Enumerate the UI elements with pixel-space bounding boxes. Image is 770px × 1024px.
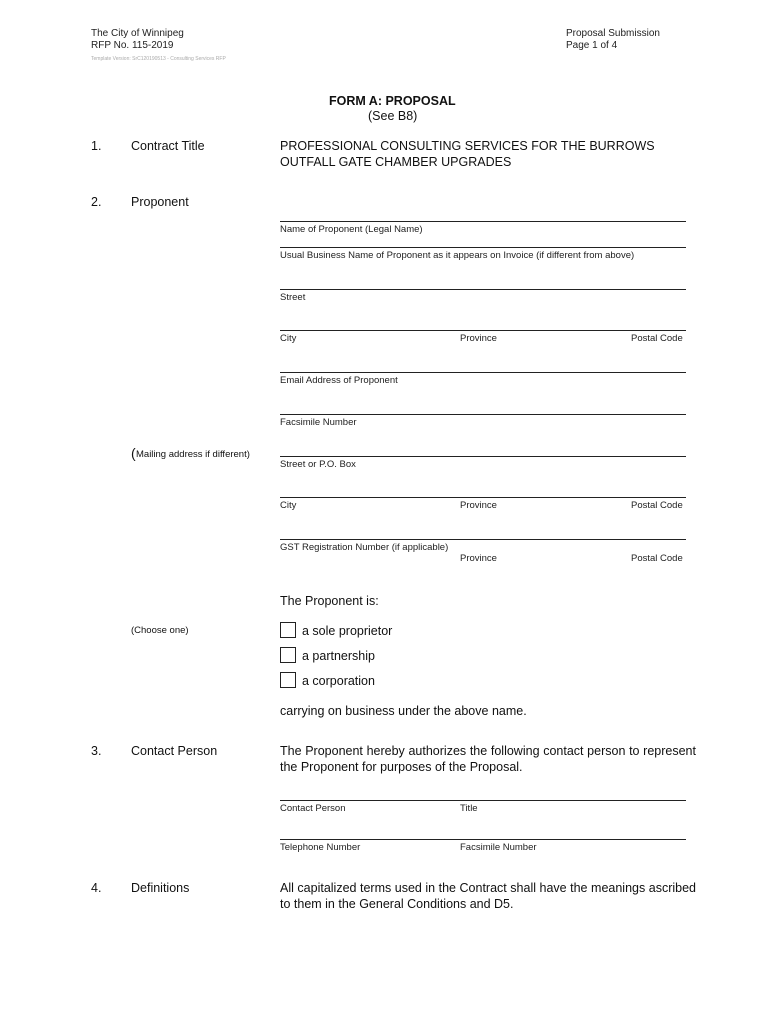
carrying-on-business-text: carrying on business under the above name. xyxy=(280,704,527,718)
business-name-line[interactable] xyxy=(280,247,686,248)
partnership-label: a partnership xyxy=(302,649,375,663)
sole-proprietor-label: a sole proprietor xyxy=(302,624,393,638)
contact-person-caption: Contact Person xyxy=(280,803,346,814)
street-caption: Street xyxy=(280,292,306,303)
postal-code-caption: Postal Code xyxy=(631,333,683,344)
sole-proprietor-checkbox[interactable] xyxy=(280,622,296,638)
section-4-label: Definitions xyxy=(131,881,190,895)
corporation-label: a corporation xyxy=(302,674,375,688)
section-1-number: 1. xyxy=(91,139,102,153)
business-name-caption: Usual Business Name of Proponent as it appears on Invoice (if different from above) xyxy=(280,250,635,261)
section-4-number: 4. xyxy=(91,881,102,895)
mailing-street-caption: Street or P.O. Box xyxy=(280,459,356,470)
mailing-province-caption: Province xyxy=(460,500,497,511)
definitions-text: All capitalized terms used in the Contract shall have the meanings ascribed to them in the General Conditions and D5. xyxy=(280,881,696,911)
contact-title-caption: Title xyxy=(460,803,478,814)
section-2-label: Proponent xyxy=(131,195,189,209)
mailing-address-label: Mailing address if different) xyxy=(136,449,250,460)
mailing-city-caption: City xyxy=(280,500,297,511)
header-submission: Proposal Submission xyxy=(566,28,660,39)
gst-line[interactable] xyxy=(280,539,686,540)
form-subtitle: (See B8) xyxy=(368,109,418,123)
telephone-caption: Telephone Number xyxy=(280,842,361,853)
telephone-line[interactable] xyxy=(280,839,686,840)
section-1-label: Contract Title xyxy=(131,139,205,153)
corporation-checkbox[interactable] xyxy=(280,672,296,688)
street-line[interactable] xyxy=(280,289,686,290)
mailing-paren: ( xyxy=(131,445,136,461)
header-rfp-number: RFP No. 115-2019 xyxy=(91,40,174,51)
proponent-is-label: The Proponent is: xyxy=(280,594,379,608)
city-line[interactable] xyxy=(280,330,686,331)
header-page-number: Page 1 of 4 xyxy=(566,40,618,51)
proponent-name-line[interactable] xyxy=(280,221,686,222)
city-caption: City xyxy=(280,333,297,344)
gst-caption: GST Registration Number (if applicable) xyxy=(280,542,449,553)
section-2-number: 2. xyxy=(91,195,102,209)
facsimile-line[interactable] xyxy=(280,414,686,415)
email-line[interactable] xyxy=(280,372,686,373)
partnership-checkbox[interactable] xyxy=(280,647,296,663)
email-caption: Email Address of Proponent xyxy=(280,375,398,386)
contract-title-line-2: OUTFALL GATE CHAMBER UPGRADES xyxy=(280,155,512,169)
contact-person-line[interactable] xyxy=(280,800,686,801)
gst-postal-code-caption: Postal Code xyxy=(631,553,683,564)
mailing-postal-code-caption: Postal Code xyxy=(631,500,683,511)
contact-authorization-text: The Proponent hereby authorizes the following contact person to represent the Proponent for purposes of the Proposal. xyxy=(280,744,696,774)
header-template-version: Template Version: SrC120190513 - Consulting Services RFP xyxy=(91,56,226,62)
contract-title-line-1: PROFESSIONAL CONSULTING SERVICES FOR THE BURROWS xyxy=(280,139,655,153)
section-3-label: Contact Person xyxy=(131,744,218,758)
form-title: FORM A: PROPOSAL xyxy=(329,94,456,108)
mailing-street-line[interactable] xyxy=(280,456,686,457)
gst-province-caption: Province xyxy=(460,553,497,564)
proponent-name-caption: Name of Proponent (Legal Name) xyxy=(280,224,423,235)
province-caption: Province xyxy=(460,333,497,344)
facsimile-caption: Facsimile Number xyxy=(280,417,357,428)
mailing-city-line[interactable] xyxy=(280,497,686,498)
choose-one-label: (Choose one) xyxy=(131,625,189,636)
contact-facsimile-caption: Facsimile Number xyxy=(460,842,537,853)
header-org: The City of Winnipeg xyxy=(91,28,184,39)
section-3-number: 3. xyxy=(91,744,102,758)
